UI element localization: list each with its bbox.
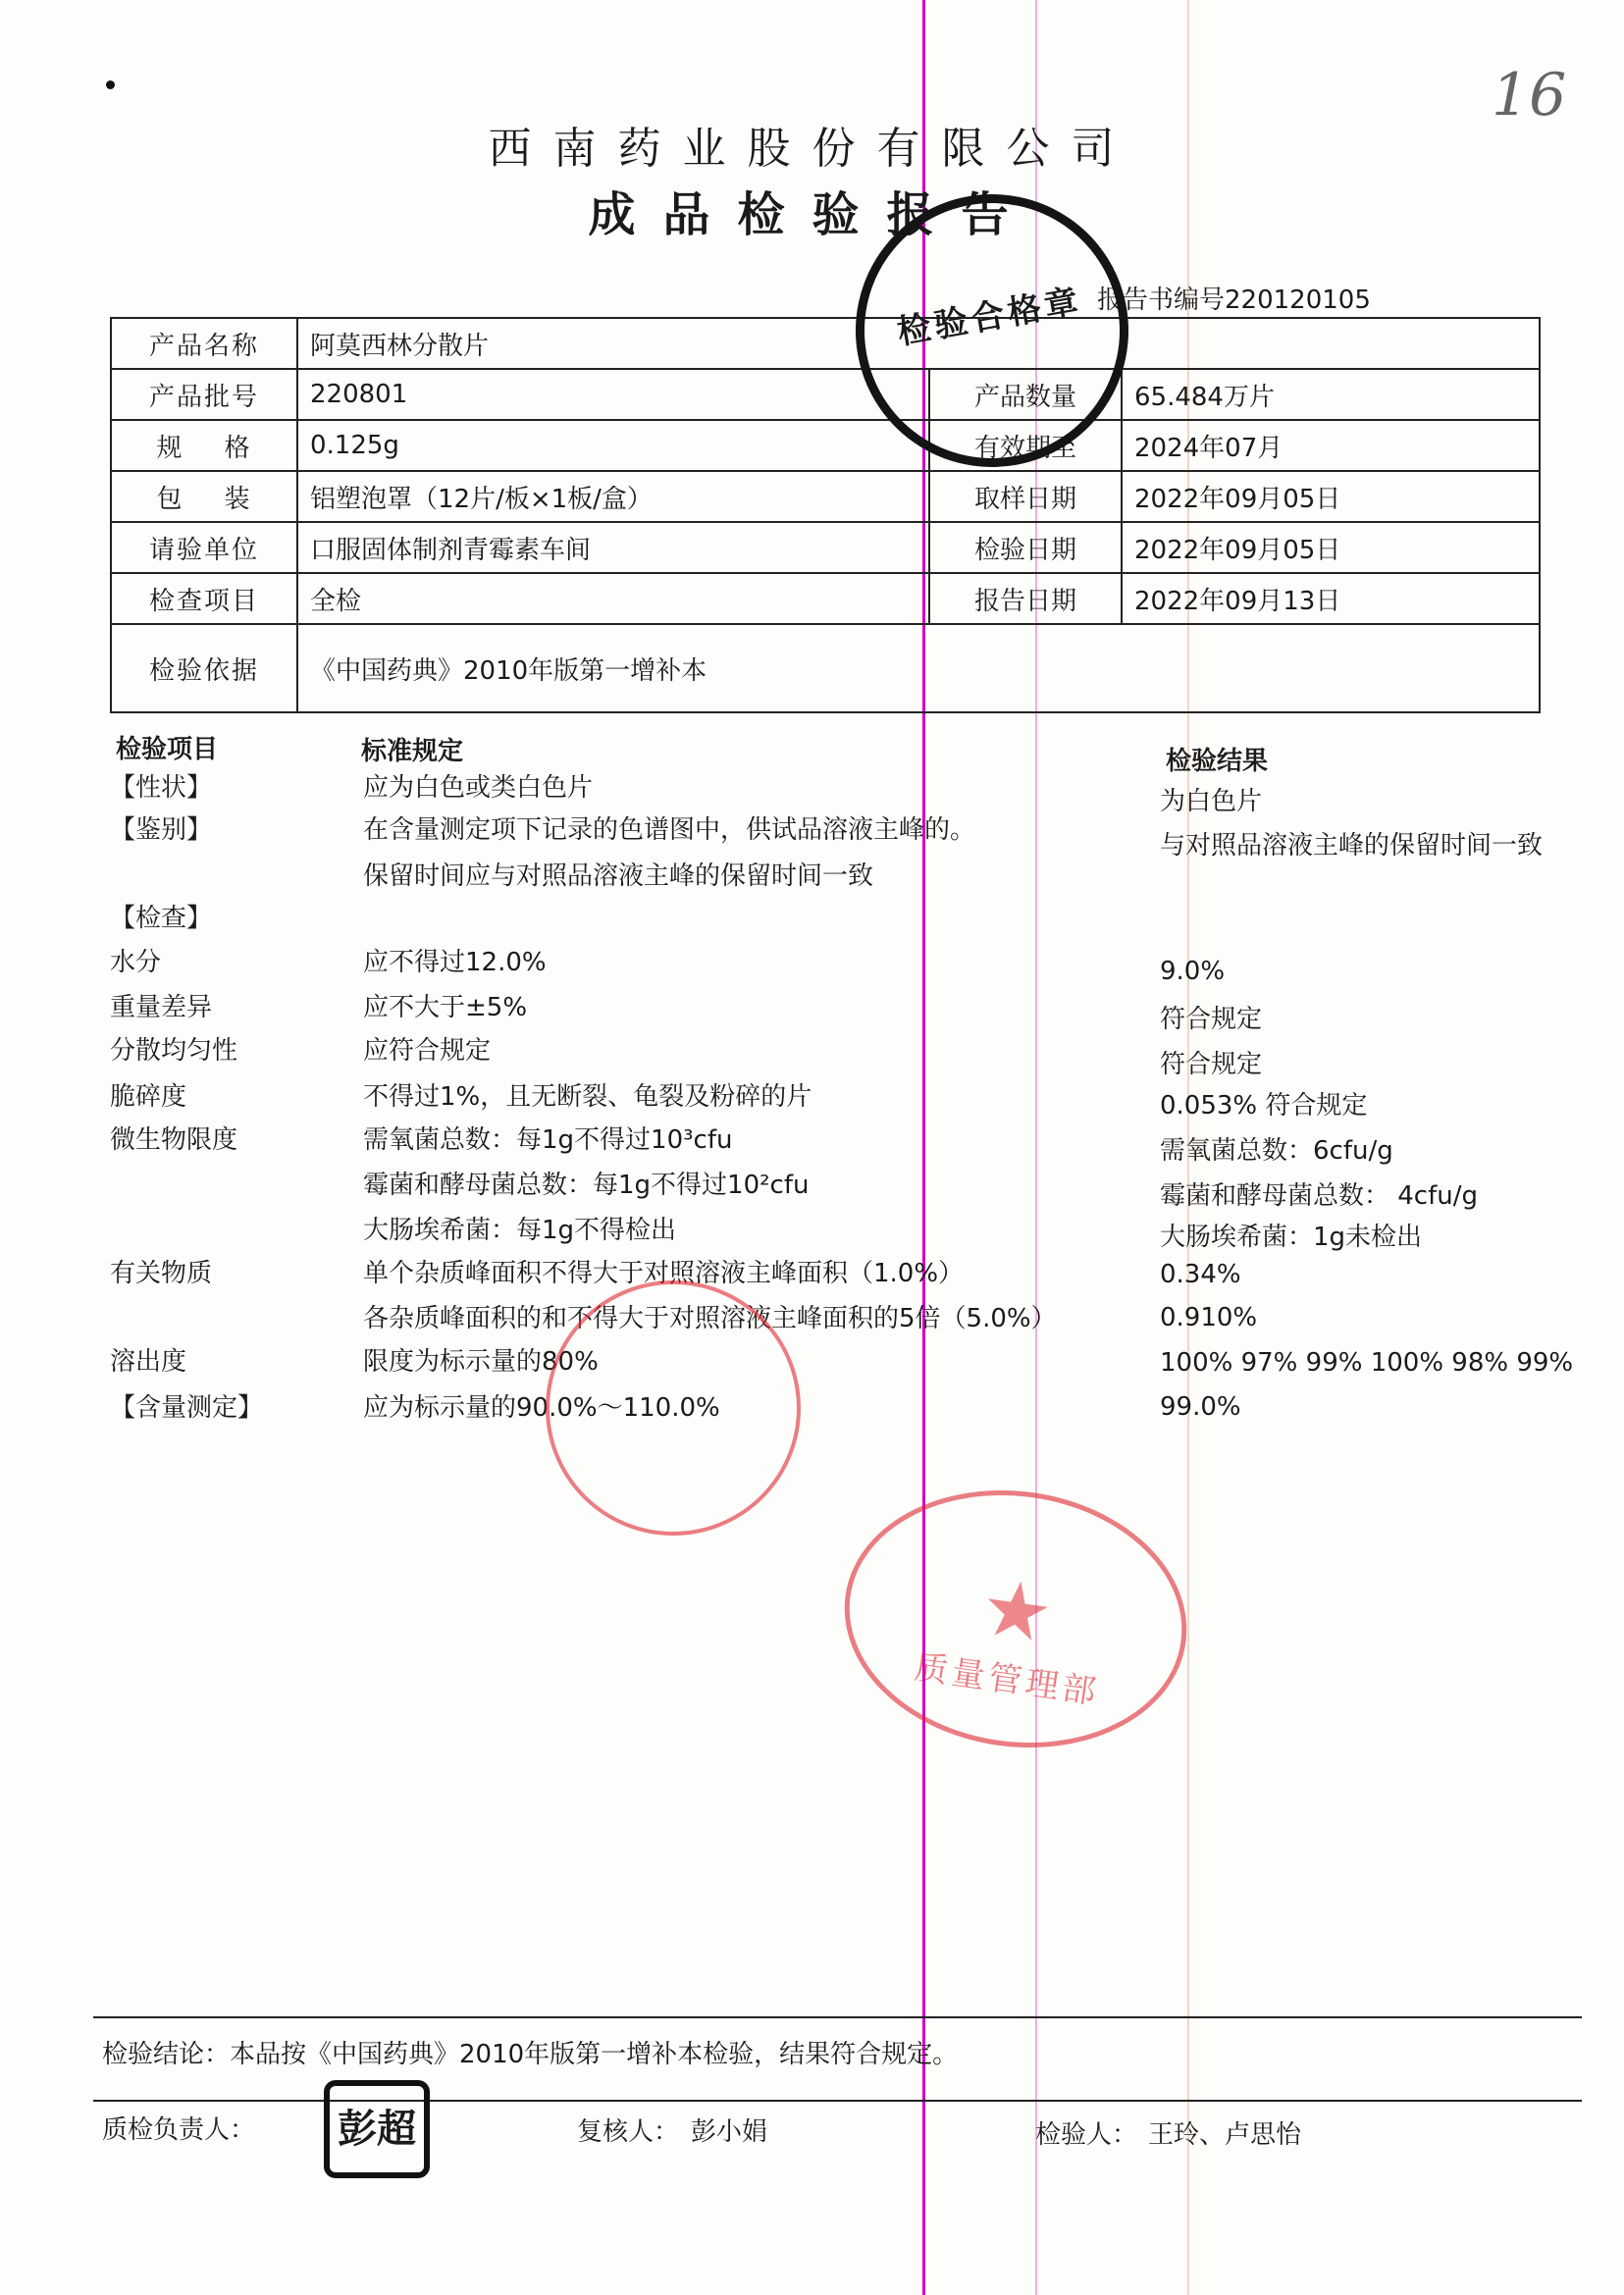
table-row (111, 573, 1540, 624)
table-row (111, 369, 1540, 420)
header-result: 检验结果 (1166, 747, 1269, 776)
row-item: 脆碎度 (110, 1082, 187, 1112)
label-spec: 规 格 (111, 420, 297, 471)
label-batch: 产品批号 (111, 369, 297, 420)
packaging: 铝塑泡罩（12片/板×1板/盒） (297, 471, 929, 522)
row-standard: 应为标示量的90.0%～110.0% (363, 1393, 720, 1423)
report-title: 成品检验报告 (588, 187, 1036, 242)
product-name: 阿莫西林分散片 (297, 318, 1540, 369)
label-basis: 检验依据 (111, 624, 297, 712)
row-result: 0.053% 符合规定 (1160, 1091, 1368, 1121)
sample-date: 2022年09月05日 (1122, 471, 1540, 522)
row-standard: 应符合规定 (363, 1036, 492, 1066)
row-item: 重量差异 (110, 993, 213, 1022)
row-result: 大肠埃希菌：1g未检出 (1160, 1223, 1423, 1252)
row-standard: 保留时间应与对照品溶液主峰的保留时间一致 (363, 861, 874, 891)
ink-dot (106, 80, 115, 89)
row-standard: 单个杂质峰面积不得大于对照溶液主峰面积（1.0%） (363, 1259, 965, 1288)
quantity: 65.484万片 (1122, 369, 1540, 420)
table-row (111, 471, 1540, 522)
row-result: 0.34% (1160, 1260, 1241, 1289)
company-name: 西南药业股份有限公司 (488, 124, 1136, 174)
header-standard: 标准规定 (361, 737, 464, 766)
label-sample-date: 取样日期 (929, 471, 1122, 522)
row-standard: 应为白色或类白色片 (363, 773, 594, 803)
row-result: 9.0% (1160, 957, 1226, 986)
row-result: 符合规定 (1160, 1005, 1263, 1034)
row-result: 符合规定 (1160, 1050, 1263, 1079)
row-result: 需氧菌总数：6cfu/g (1160, 1136, 1393, 1166)
row-standard: 需氧菌总数：每1g不得过10³cfu (363, 1125, 733, 1155)
info-table (110, 317, 1541, 713)
table-row (111, 318, 1540, 369)
row-standard: 大肠埃希菌：每1g不得检出 (363, 1216, 677, 1245)
row-result: 99.0% (1160, 1392, 1241, 1422)
red-seal-2: ★ 质量管理部 (828, 1469, 1204, 1769)
table-row (111, 624, 1540, 712)
reviewer-label: 复核人： (577, 2117, 680, 2147)
row-item: 水分 (110, 948, 162, 977)
label-unit: 请验单位 (111, 522, 297, 573)
row-standard: 限度为标示量的80% (363, 1347, 599, 1377)
label-expiry: 有效期至 (929, 420, 1122, 471)
row-item: 【检查】 (110, 904, 213, 933)
row-standard: 在含量测定项下记录的色谱图中，供试品溶液主峰的。 (363, 815, 976, 845)
batch-number: 220801 (297, 369, 929, 420)
row-item: 【含量测定】 (110, 1393, 264, 1423)
expiry: 2024年07月 (1122, 420, 1540, 471)
row-item: 【鉴别】 (110, 815, 213, 845)
row-standard: 不得过1%，且无断裂、龟裂及粉碎的片 (363, 1082, 812, 1112)
inspection-basis: 《中国药典》2010年版第一增补本 (297, 624, 1540, 712)
row-result: 霉菌和酵母菌总数： 4cfu/g (1160, 1181, 1478, 1211)
qc-label: 质检负责人： (102, 2115, 256, 2145)
table-row (111, 522, 1540, 573)
label-test-date: 检验日期 (929, 522, 1122, 573)
row-standard: 各杂质峰面积的和不得大于对照溶液主峰面积的5倍（5.0%） (363, 1304, 1057, 1333)
inspection-items: 全检 (297, 573, 929, 624)
row-standard: 霉菌和酵母菌总数：每1g不得过10²cfu (363, 1171, 810, 1200)
label-quantity: 产品数量 (929, 369, 1122, 420)
spec: 0.125g (297, 420, 929, 471)
label-report-date: 报告日期 (929, 573, 1122, 624)
red-seal-2-text: 质量管理部 (912, 1647, 1103, 1713)
report-number: 报告书编号220120105 (1097, 286, 1371, 315)
header-item: 检验项目 (116, 735, 219, 764)
test-date: 2022年09月05日 (1122, 522, 1540, 573)
label-product-name: 产品名称 (111, 318, 297, 369)
row-item: 分散均匀性 (110, 1036, 238, 1066)
report-date: 2022年09月13日 (1122, 573, 1540, 624)
table-row (111, 420, 1540, 471)
row-result: 100% 97% 99% 100% 98% 99% (1160, 1348, 1574, 1378)
row-result: 0.910% (1160, 1303, 1258, 1332)
inspector-label: 检验人： (1035, 2120, 1138, 2150)
divider (93, 2100, 1582, 2102)
qc-seal-text: 彭超 (338, 2107, 416, 2152)
row-standard: 应不得过12.0% (363, 948, 547, 977)
label-items: 检查项目 (111, 573, 297, 624)
reviewer-name: 彭小娟 (691, 2117, 768, 2147)
divider (93, 2016, 1582, 2018)
requesting-unit: 口服固体制剂青霉素车间 (297, 522, 929, 573)
row-result: 为白色片 (1160, 787, 1263, 816)
conclusion: 检验结论：本品按《中国药典》2010年版第一增补本检验，结果符合规定。 (102, 2040, 959, 2069)
page-number: 16 (1492, 61, 1567, 130)
red-seal-1 (546, 1280, 801, 1536)
inspector-name: 王玲、卢思怡 (1148, 2120, 1302, 2150)
row-item: 有关物质 (110, 1259, 213, 1288)
qc-seal (324, 2080, 430, 2178)
company-seal: 检验合格章 (834, 173, 1150, 489)
row-result: 与对照品溶液主峰的保留时间一致 (1160, 831, 1544, 861)
row-item: 溶出度 (110, 1347, 187, 1377)
label-pack: 包 装 (111, 471, 297, 522)
row-item: 微生物限度 (110, 1125, 238, 1155)
row-standard: 应不大于±5% (363, 993, 528, 1022)
row-item: 【性状】 (110, 773, 213, 803)
